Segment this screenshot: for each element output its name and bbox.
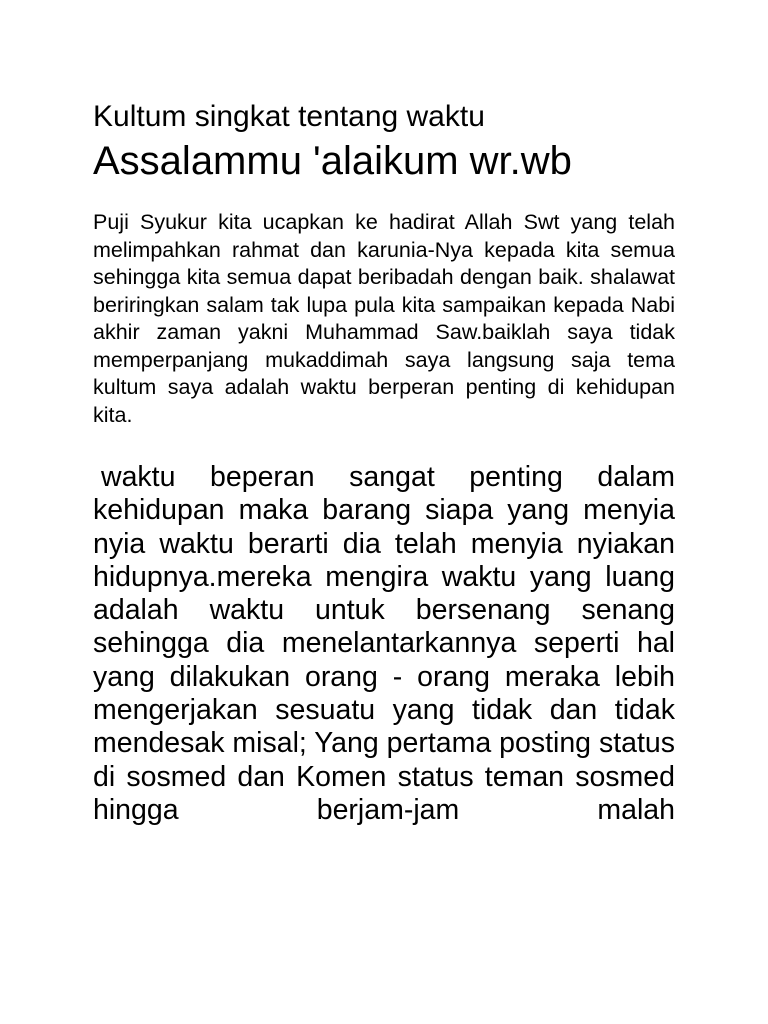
body-paragraph: waktu beperan sangat penting dalam kehidupan maka barang siapa yang menyia nyia waktu berarti dia telah menyia nyiakan hidupnya.mereka mengira waktu yang luang adalah waktu untuk bersenang senang sehingga dia menelantarkannya seperti hal yang dilakukan orang - orang meraka lebih mengerjakan sesuatu yang tidak dan tidak mendesak misal; Yang pertama posting status di sosmed dan Komen status teman sosmed hingga berjam-jam malah xyxy=(93,461,675,826)
opening-paragraph: Puji Syukur kita ucapkan ke hadirat Allah Swt yang telah melimpahkan rahmat dan karunia-Nya kepada kita semua sehingga kita semua dapat beribadah dengan baik. shalawat beriringkan salam tak lupa pula kita sampaikan kepada Nabi akhir zaman yakni Muhammad Saw.baiklah saya tidak memperpanjang mukaddimah saya langsung saja tema kultum saya adalah waktu berperan penting di kehidupan kita. xyxy=(93,210,675,427)
greeting-heading: Assalammu 'alaikum wr.wb xyxy=(93,139,572,183)
document-title: Kultum singkat tentang waktu xyxy=(93,100,485,133)
document-page xyxy=(93,97,675,827)
